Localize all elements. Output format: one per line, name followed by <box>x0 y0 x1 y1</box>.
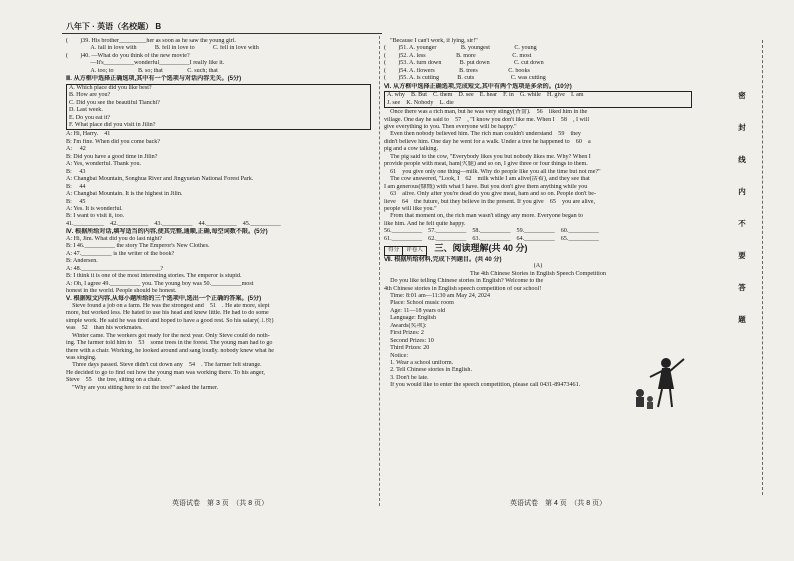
text-line: A: 47.__________ is the writer of the book? <box>66 250 175 257</box>
text-line: From that moment on, the rich man wasn't stingy any more. Everyone began to <box>384 213 583 220</box>
text-line: A. fall in love with B. fell in love to C. fell in love with <box>66 45 259 52</box>
text-line: 61 you give only one thing—milk. Why do people like you all the time but not me?" <box>384 168 601 175</box>
text-line: pig and a cow talking. <box>384 146 438 153</box>
text-line: The pig said to the cow, "Everybody likes you but nobody likes me. Why? When I <box>384 153 591 160</box>
text-line: F. What place did you visit in Jilin? <box>69 121 156 128</box>
notice-line: Language: English <box>384 315 436 322</box>
seal-line-text <box>735 90 749 346</box>
text-line: simple work. He said he was tired and hoped to have a good rest. So his salary(工资) <box>66 317 274 324</box>
text-line: B: 45 <box>66 198 86 205</box>
text-line: ( )53. A. turn down B. put down C. cut down <box>384 60 544 67</box>
text-line: B: 43 <box>66 168 86 175</box>
text-line: E. Do you eat it? <box>69 114 111 121</box>
text-line: 61.__________ 62.__________ 63.__________ 64.__________ 65.__________ <box>384 235 599 242</box>
text-line: ( )55. A. is cutting B. cuts C. was cutting <box>384 75 546 82</box>
seal-line <box>762 40 763 495</box>
seal-char: 封 <box>738 123 746 132</box>
text-line: B: I 46.__________ the story The Emperor's New Clothes. <box>66 243 210 250</box>
text-line: D. Last week. <box>69 107 103 114</box>
text-line: Steve 55 the tree, sitting on a chair. <box>66 377 161 384</box>
text-line: ( )40. —What do you think of the new movie? <box>66 52 190 59</box>
text-line: like him. And he felt quite happy. <box>384 220 466 227</box>
text-line: ( )52. A. less B. more C. most <box>384 52 532 59</box>
text-line: A. Which place did you like best? <box>69 84 152 91</box>
notice-line: Second Prizes: 10 <box>384 337 434 344</box>
text-line: more, but worked less. He hated to use his head and knew little. He had to do some <box>66 310 269 317</box>
seal-char: 题 <box>738 315 746 324</box>
notice-line: If you would like to enter the speech competition, please call 0431-89473461. <box>384 382 581 389</box>
seal-char: 内 <box>738 187 746 196</box>
text-line: A: Hi, Jim. What did you do last night? <box>66 235 163 242</box>
text-line: provide people with meat, ham(火腿) and so on, I give three or four things to them. <box>384 161 588 168</box>
text-line: honest in the world. People should be honest. <box>66 287 177 294</box>
section-3-row <box>384 245 692 255</box>
text-line: was singing. <box>66 355 97 362</box>
text-line: Once there was a rich man, but he was very stingy(吝啬). 56 liked him in the <box>384 109 588 116</box>
text-line: J. see K. Nobody L. die <box>387 99 454 106</box>
text-line: A: 42 <box>66 146 86 153</box>
text-line: A: Changbai Mountain, Songhua River and Jingyuetan National Forest Park. <box>66 176 254 183</box>
seal-char: 密 <box>738 91 746 100</box>
text-line: He decided to go to find out how the young man was working there. To his anger, <box>66 369 265 376</box>
notice-line: Third Prizes: 20 <box>384 345 430 352</box>
header-rule <box>62 33 382 34</box>
text-line: ( )51. A. younger B. youngest C. young <box>384 45 537 52</box>
section-3-title: 三、阅读理解(共 40 分) <box>434 243 528 254</box>
notice-line: The 4th Chinese Stories in English Speech Competition <box>470 270 606 277</box>
text-line: Winter came. The workers got ready for the next year. Only Steve could do noth- <box>66 332 270 339</box>
text-line: Ⅲ. 从方框中选择正确选项,其中有一个选项与对话内容无关。(5分) <box>66 75 242 83</box>
notice-line: Place: School music room <box>384 300 454 307</box>
option-box <box>66 84 371 131</box>
reading-sub: (A) <box>533 263 543 270</box>
text-line: 41.__________ 42.__________ 43.__________ 44.__________ 45.__________ <box>66 220 281 227</box>
column-divider <box>379 36 380 506</box>
text-line: Three days passed. Steve didn't cut down any 54 . The farmer felt strange. <box>66 362 262 369</box>
text-line: B: I think it is one of the most interesting stories. The emperor is stupid. <box>66 273 242 280</box>
text-line: "Why are you sitting here to cut the tree?" asked the farmer. <box>66 384 219 391</box>
grader-cell: 评卷人 <box>406 247 423 254</box>
text-line: B: Did you have a good time in Jilin? <box>66 153 158 160</box>
text-line: C. Did you see the beautiful Tianchi? <box>69 99 160 106</box>
text-line: there with a chair. Working, he looked around and sang loudly. nobody knew what he <box>66 347 275 354</box>
text-line: Ⅳ. 根据所给对话,填写适当的内容,使其完整,通顺,正确,每空词数不限。(5分) <box>66 228 268 236</box>
text-line: A: Changbai Mountain. It is the highest in Jilin. <box>66 191 183 198</box>
footer-right: 英语试卷 第 4 页 （共 8 页） <box>510 500 607 507</box>
text-line: A: Oh, I agree 49.__________ you. The young boy was 50.__________most <box>66 280 254 287</box>
seal-char: 线 <box>738 155 746 164</box>
text-line: B. How are you? <box>69 92 111 99</box>
text-line: Steve found a job on a farm. He was the strongest and 51 . He ate more, slept <box>66 302 270 309</box>
footer-left: 英语试卷 第 3 页 （共 8 页） <box>172 500 269 507</box>
text-line: A: 48.__________________________? <box>66 265 164 272</box>
text-line: A. why B. But C. them D. see E. hear F. in G. while H. give I. am <box>387 92 584 99</box>
notice-line: Notice: <box>384 352 409 359</box>
notice-line: Do you like telling Chinese stories in English? Welcome to the <box>384 278 544 285</box>
score-table <box>384 246 427 255</box>
seal-char: 要 <box>738 251 746 260</box>
text-line: ing. The farmer told him to 53 some trees in the forest. The young man had to go <box>66 340 273 347</box>
text-line: Ⅴ. 根据短文内容,从每小题所给的三个选项中,选出一个正确的答案。(5分) <box>66 295 262 303</box>
text-line: ( )39. His brother_________her as soon as he saw the young girl. <box>66 38 236 44</box>
text-line: give everything to you. Then everyone will be happy." <box>384 123 517 130</box>
notice-line: First Prizes: 2 <box>384 330 424 337</box>
text-line: A: Yes. It is wonderful. <box>66 205 123 212</box>
text-line: "Because I can't work, if lying, sir!" <box>384 38 478 44</box>
notice-line: Time: 8:01 am—11:30 am May 24, 2024 <box>384 292 491 299</box>
text-line: B: I'm fine. When did you come back? <box>66 138 161 145</box>
storyteller-illustration <box>622 353 696 417</box>
right-column-body <box>384 38 692 243</box>
score-cell: 得分 <box>385 247 403 254</box>
text-line: lieve 64 the future, but they believe in the present. If you give 65 you are alive, <box>384 198 596 205</box>
text-line: was 52 than his workmates. <box>66 325 143 332</box>
text-line: people will like you." <box>384 205 437 212</box>
text-line: A. too; to B. so; that C. such; that <box>66 67 218 74</box>
notice-line: Age: 11—18 years old <box>384 307 446 314</box>
seal-char: 答 <box>738 283 746 292</box>
notice-line: 4th Chinese stories in English speech competition of our school! <box>384 285 542 292</box>
text-line: B: Andersen. <box>66 258 98 265</box>
text-line: B: 44 <box>66 183 86 190</box>
text-line: ( )54. A. flowers B. trees C. books <box>384 67 530 74</box>
notice-line: 3. Don't be late. <box>384 374 429 381</box>
notice-line: Awards(奖项): <box>384 322 427 329</box>
right-column <box>384 38 692 390</box>
text-line: 56.__________ 57.__________ 58.__________ 59.__________ 60.__________ <box>384 228 599 235</box>
notice-line: 2. Tell Chinese stories in English. <box>384 367 472 374</box>
left-column <box>66 38 371 392</box>
text-line: B: I want to visit it, too. <box>66 213 125 220</box>
text-line: —It's__________wonderful__________I really like it. <box>66 60 225 67</box>
text-line: Even then nobody believed him. The rich man couldn't understand 59 they <box>384 131 581 138</box>
text-line: I am generous(慷慨) with what I have. But you don't give them anything while you <box>384 183 588 190</box>
word-box <box>384 91 692 108</box>
reading-intro: Ⅶ. 根据所给材料,完成下列题目。(共 40 分) <box>384 255 502 263</box>
notice-line: 1. Wear a school uniform. <box>384 360 454 367</box>
seal-char: 不 <box>738 219 746 228</box>
text-line: 63 alive. Only after you're dead do you give meat, ham and so on. People don't be- <box>384 191 597 198</box>
text-line: didn't believe him. One day he went for a walk. Under a tree he happened to 60 a <box>384 138 591 145</box>
text-line: village. One day he said to 57 , "I know you don't like me. When I 58 , I will <box>384 116 590 123</box>
text-line: A: Hi, Harry. 41 <box>66 131 111 138</box>
exam-header: 八年下 · 英语（名校题） B <box>66 22 162 31</box>
text-line: A: Yes, wonderful. Thank you. <box>66 161 142 168</box>
text-line: Ⅵ. 从方框中选择正确选项,完成短文,其中有两个选项是多余的。(10分) <box>384 82 572 90</box>
text-line: The cow answered, "Look, I 62 milk while I am alive(活着), and they see that <box>384 176 590 183</box>
